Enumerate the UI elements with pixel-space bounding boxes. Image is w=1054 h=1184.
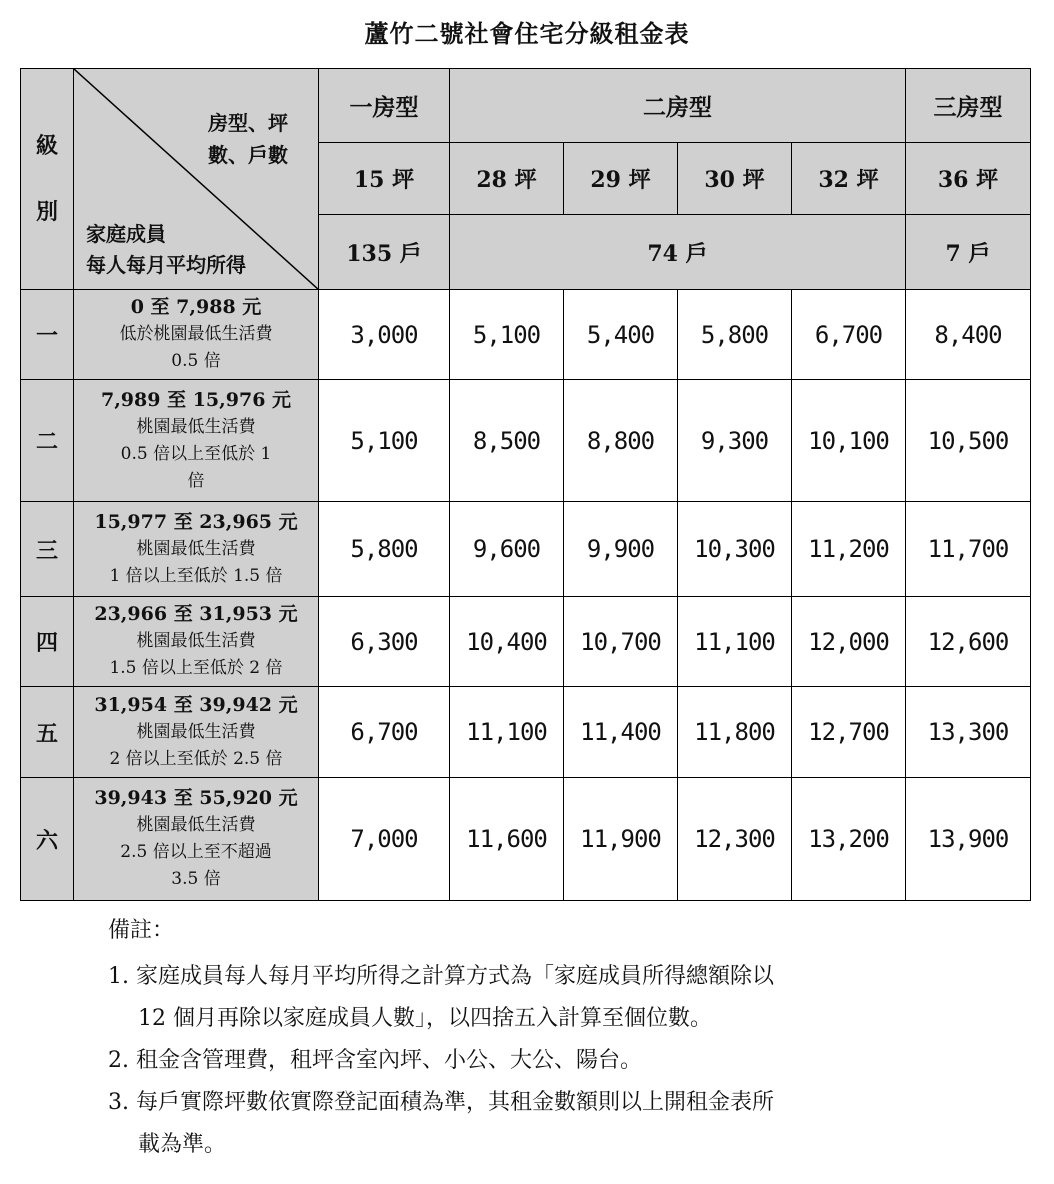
rent-value: 6,700 [319,687,450,778]
rent-value: 5,800 [319,502,450,597]
rent-value: 9,300 [678,380,792,502]
rent-table [20,68,1031,901]
income-desc: 低於桃園最低生活費 [119,324,273,344]
income-cell [74,502,319,597]
rent-value: 11,100 [450,687,564,778]
rent-value: 5,100 [319,380,450,502]
rent-value: 10,700 [564,597,678,687]
rent-value: 11,400 [564,687,678,778]
note-line: 12 個月再除以家庭成員人數」，以四捨五入計算至個位數。 [138,1006,712,1031]
income-cell [74,778,319,901]
income-desc: 桃園最低生活費 [136,538,256,559]
diag-top-line-1: 房型、坪 [208,111,288,135]
table-row [21,290,1031,380]
note-line: 3. 每戶實際坪數依實際登記面積為準，其租金數額則以上開租金表所 [108,1090,774,1115]
rent-value: 5,800 [678,290,792,380]
note-line: 1. 家庭成員每人每月平均所得之計算方式為「家庭成員所得總額除以 [108,964,774,989]
grade-cell: 三 [21,502,74,597]
income-cell [74,597,319,687]
rent-value: 11,700 [906,502,1031,597]
rent-value: 8,800 [564,380,678,502]
grade-cell: 二 [21,380,74,502]
grade-cell: 一 [21,290,74,380]
note-item-2 [108,1040,774,1082]
size-cell: 15 坪 [319,143,450,215]
note-line: 2. 租金含管理費，租坪含室內坪、小公、大公、陽台。 [108,1048,642,1073]
income-desc: 3.5 倍 [171,869,221,889]
table-row [21,778,1031,901]
income-range: 31,954 至 39,942 元 [94,693,298,716]
rent-value: 12,300 [678,778,792,901]
income-cell [74,687,319,778]
grade-header-char-1: 級 [35,133,58,159]
note-line: 載為準。 [138,1132,227,1157]
notes-heading: 備註： [108,918,175,943]
table-row [21,380,1031,502]
rent-value: 9,900 [564,502,678,597]
rent-value: 9,600 [450,502,564,597]
income-desc: 2.5 倍以上至不超過 [120,842,272,862]
rent-value: 6,300 [319,597,450,687]
diag-bottom-line-2: 每人每月平均所得 [86,253,246,277]
rent-value: 11,800 [678,687,792,778]
income-range: 39,943 至 55,920 元 [94,787,298,809]
rent-value: 11,100 [678,597,792,687]
income-desc: 0.5 倍以上至低於 1 [120,443,272,464]
rent-value: 8,400 [906,290,1031,380]
rent-value: 13,300 [906,687,1031,778]
rent-value: 5,100 [450,290,564,380]
income-desc: 1 倍以上至低於 1.5 倍 [109,565,283,586]
income-cell [74,380,319,502]
diag-top-line-2: 數、戶數 [208,143,288,167]
rent-value: 11,200 [792,502,906,597]
income-desc: 桃園最低生活費 [136,631,256,651]
table-row [21,502,1031,597]
rent-value: 6,700 [792,290,906,380]
grade-cell: 六 [21,778,74,901]
room-type-2: 二房型 [450,69,906,143]
income-desc: 桃園最低生活費 [136,721,256,742]
grade-cell: 四 [21,597,74,687]
rent-value: 13,200 [792,778,906,901]
units-cell: 74 戶 [450,215,906,290]
table-row [21,597,1031,687]
size-cell: 28 坪 [450,143,564,215]
rent-value: 10,500 [906,380,1031,502]
income-range: 0 至 7,988 元 [130,296,262,318]
note-item-3 [108,1082,774,1166]
income-desc: 倍 [187,470,205,491]
size-cell: 29 坪 [564,143,678,215]
units-cell: 135 戶 [319,215,450,290]
diag-bottom-label [86,219,246,281]
income-range: 23,966 至 31,953 元 [94,603,298,625]
note-item-1 [108,956,774,1040]
notes-section [108,910,774,1166]
room-type-1: 一房型 [319,69,450,143]
income-desc: 0.5 倍 [171,351,221,371]
size-cell: 30 坪 [678,143,792,215]
rent-value: 5,400 [564,290,678,380]
rent-value: 12,700 [792,687,906,778]
income-range: 7,989 至 15,976 元 [100,388,292,411]
room-type-3: 三房型 [906,69,1031,143]
rent-value: 12,600 [906,597,1031,687]
rent-value: 3,000 [319,290,450,380]
units-cell: 7 戶 [906,215,1031,290]
size-cell: 32 坪 [792,143,906,215]
rent-value: 7,000 [319,778,450,901]
grade-header [21,69,74,290]
size-cell: 36 坪 [906,143,1031,215]
table-row [21,687,1031,778]
rent-value: 12,000 [792,597,906,687]
rent-value: 11,900 [564,778,678,901]
income-cell [74,290,319,380]
income-desc: 1.5 倍以上至低於 2 倍 [109,658,283,678]
rent-value: 10,400 [450,597,564,687]
income-desc: 桃園最低生活費 [136,416,256,437]
diagonal-header-cell [74,69,319,290]
rent-value: 10,100 [792,380,906,502]
page-title: 蘆竹二號社會住宅分級租金表 [364,19,690,48]
rent-value: 8,500 [450,380,564,502]
income-desc: 2 倍以上至低於 2.5 倍 [109,748,283,769]
rent-value: 10,300 [678,502,792,597]
rent-value: 11,600 [450,778,564,901]
income-desc: 桃園最低生活費 [136,815,256,835]
grade-cell: 五 [21,687,74,778]
diag-top-label [138,107,288,171]
grade-header-char-2: 別 [35,199,58,225]
rent-value: 13,900 [906,778,1031,901]
income-range: 15,977 至 23,965 元 [94,510,298,533]
diag-bottom-line-1: 家庭成員 [86,222,166,246]
